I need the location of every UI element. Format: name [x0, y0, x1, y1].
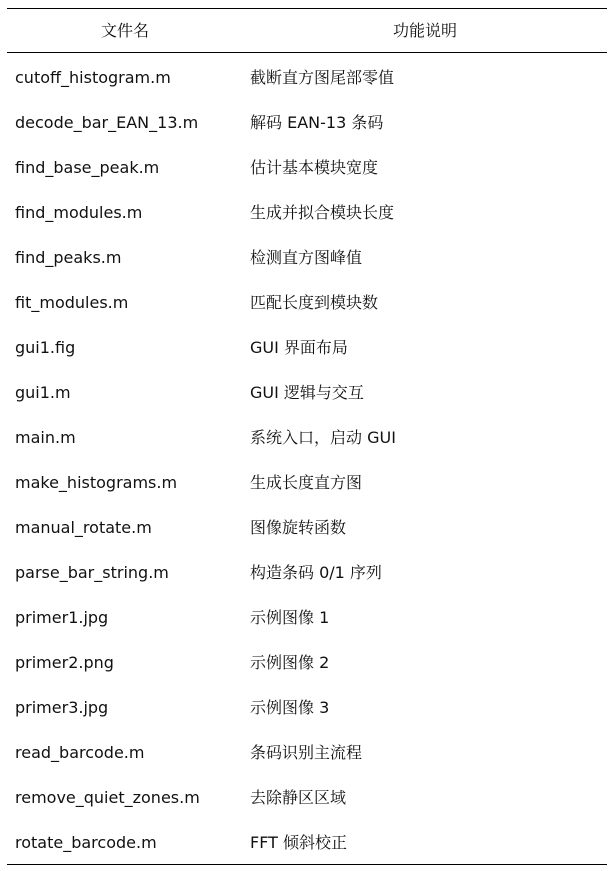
table-row — [7, 280, 607, 325]
file-name-cell: find_modules.m — [15, 203, 143, 222]
description-cell: 示例图像 3 — [250, 698, 330, 717]
table-row — [7, 100, 607, 145]
table-row — [7, 370, 607, 415]
description-cell: FFT 倾斜校正 — [250, 833, 347, 852]
description-cell: 构造条码 0/1 序列 — [250, 563, 382, 582]
table-header-rule — [7, 52, 607, 53]
file-name-cell: rotate_barcode.m — [15, 833, 157, 852]
description-cell: 示例图像 2 — [250, 653, 330, 672]
description-cell: GUI 界面布局 — [250, 338, 348, 357]
file-name-cell: make_histograms.m — [15, 473, 178, 492]
file-name-cell: fit_modules.m — [15, 293, 129, 312]
table-bottom-rule — [7, 864, 607, 865]
file-name-cell: manual_rotate.m — [15, 518, 152, 537]
description-cell: 生成并拟合模块长度 — [250, 203, 395, 222]
file-name-cell: remove_quiet_zones.m — [15, 788, 200, 807]
description-cell: 系统入口，启动 GUI — [250, 428, 396, 447]
table-row — [7, 640, 607, 685]
description-cell: 图像旋转函数 — [250, 518, 347, 537]
description-cell: 示例图像 1 — [250, 608, 330, 627]
file-name-cell: cutoff_histogram.m — [15, 68, 171, 87]
table-row — [7, 505, 607, 550]
table-row — [7, 415, 607, 460]
table-row — [7, 820, 607, 865]
table-row — [7, 550, 607, 595]
table-row — [7, 190, 607, 235]
description-cell: GUI 逻辑与交互 — [250, 383, 364, 402]
table-header-row — [7, 9, 607, 52]
file-name-cell: primer2.png — [15, 653, 114, 672]
file-name-cell: read_barcode.m — [15, 743, 145, 762]
table-row — [7, 235, 607, 280]
description-cell: 去除静区区域 — [250, 788, 347, 807]
header-file-name: 文件名 — [100, 21, 149, 40]
table-row — [7, 775, 607, 820]
description-cell: 生成长度直方图 — [250, 473, 363, 492]
table-row — [7, 595, 607, 640]
description-cell: 截断直方图尾部零值 — [250, 68, 395, 87]
table-row — [7, 55, 607, 100]
table-row — [7, 145, 607, 190]
table-row — [7, 325, 607, 370]
header-description: 功能说明 — [392, 21, 457, 40]
file-name-cell: gui1.fig — [15, 338, 76, 357]
description-cell: 估计基本模块宽度 — [250, 158, 379, 177]
file-name-cell: decode_bar_EAN_13.m — [15, 113, 199, 132]
table-body — [7, 55, 607, 865]
table-row — [7, 730, 607, 775]
file-name-cell: parse_bar_string.m — [15, 563, 169, 582]
description-cell: 条码识别主流程 — [250, 743, 363, 762]
file-name-cell: gui1.m — [15, 383, 71, 402]
table-row — [7, 685, 607, 730]
description-cell: 解码 EAN-13 条码 — [250, 113, 384, 132]
description-cell: 匹配长度到模块数 — [250, 293, 379, 312]
file-name-cell: primer3.jpg — [15, 698, 109, 717]
file-name-cell: primer1.jpg — [15, 608, 109, 627]
file-name-cell: find_base_peak.m — [15, 158, 160, 177]
file-name-cell: find_peaks.m — [15, 248, 122, 267]
file-name-cell: main.m — [15, 428, 76, 447]
description-cell: 检测直方图峰值 — [250, 248, 363, 267]
table-row — [7, 460, 607, 505]
